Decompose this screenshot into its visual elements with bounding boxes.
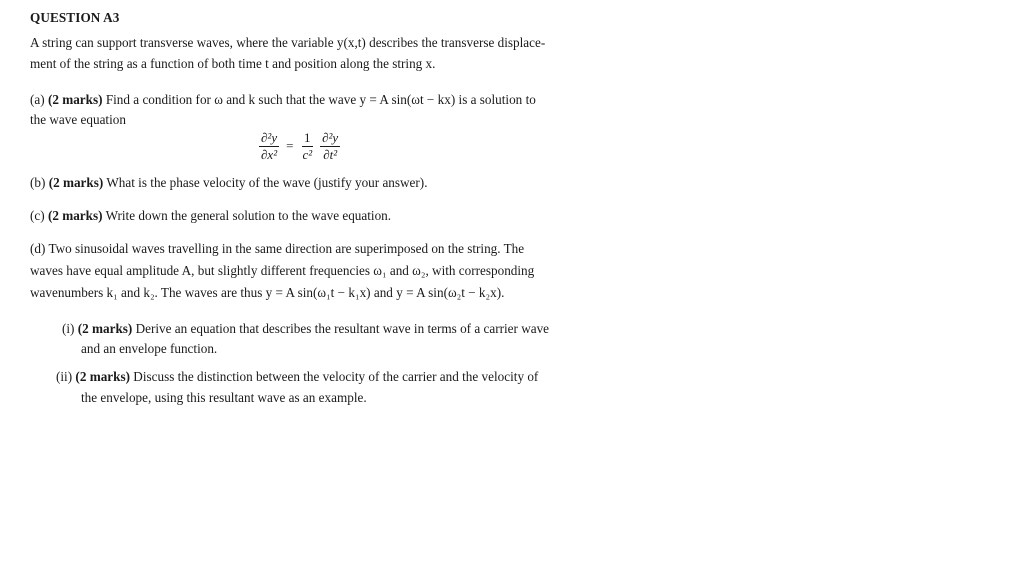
coefficient-fraction [300,131,314,162]
part-d-i-marks: (2 marks) [77,321,133,336]
intro-line-2: ment of the string as a function of both time t and position along the string x. [30,56,436,71]
part-b-label: (b) [30,175,46,190]
part-a-line-1 [30,92,536,108]
part-d-ii-marks: (2 marks) [75,369,130,384]
part-c-label: (c) [30,208,45,223]
part-d-line-2: waves have equal amplitude A, but slightly different frequencies ω₁ and ω₂, with corresponding [30,263,535,278]
part-a-text: Find a condition for ω and k such that the wave y = A sin(ωt − kx) is a solution to [105,92,536,107]
part-c [30,208,391,224]
part-d-ii-line-1 [56,369,538,385]
rhs-fraction [320,131,340,162]
question-title: QUESTION A3 [30,10,120,25]
coefficient-denominator: c² [302,146,313,162]
wave-equation [256,128,343,164]
part-a-line-2: the wave equation [30,112,126,127]
rhs-denominator: ∂t² [323,146,338,162]
part-b-marks: (2 marks) [48,175,104,190]
lhs-denominator: ∂x² [261,146,278,162]
part-d-label: (d) [30,241,46,256]
part-d-i-line-2: and an envelope function. [81,341,218,356]
part-a-marks: (2 marks) [47,92,103,107]
part-d-text-1: Two sinusoidal waves travelling in the same direction are superimposed on the string. The [48,241,525,256]
part-b [30,175,428,191]
coefficient-numerator: 1 [304,129,311,145]
part-d-ii-text-1: Discuss the distinction between the velocity of the carrier and the velocity of [133,369,539,384]
part-b-text: What is the phase velocity of the wave (justify your answer). [106,175,428,190]
part-c-text: Write down the general solution to the wave equation. [105,208,392,223]
part-d-line-1 [30,241,524,257]
lhs-fraction [259,131,279,162]
part-d-ii-label: (ii) [56,369,73,384]
intro-line-1: A string can support transverse waves, where the variable y(x,t) describes the transverse displace- [30,35,546,50]
part-d-i-text-1: Derive an equation that describes the resultant wave in terms of a carrier wave [135,321,550,336]
part-a-label: (a) [30,92,45,107]
rhs-numerator: ∂²y [322,129,339,145]
part-d-i-label: (i) [62,321,75,336]
equals-sign: = [286,138,294,153]
part-d-ii-line-2: the envelope, using this resultant wave as an example. [81,390,367,405]
lhs-numerator: ∂²y [261,129,278,145]
part-d-line-3: wavenumbers k₁ and k₂. The waves are thus y = A sin(ω₁t − k₁x) and y = A sin(ω₂t − k₂x). [30,285,505,300]
part-d-i-line-1 [62,321,549,337]
part-c-marks: (2 marks) [47,208,103,223]
